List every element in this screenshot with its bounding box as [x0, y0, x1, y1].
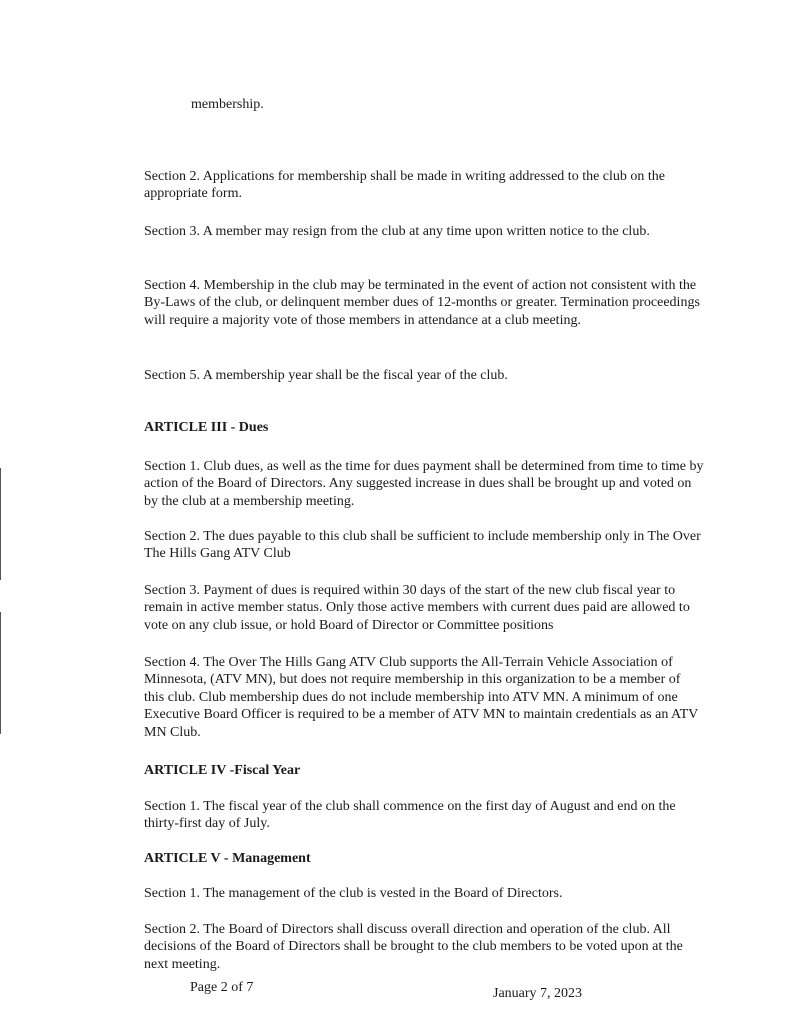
- article-heading: ARTICLE V - Management: [144, 851, 311, 866]
- section-paragraph: Section 2. The dues payable to this club shall be sufficient to include membership only in The Over The Hills Gang ATV Club: [144, 529, 701, 562]
- article-heading: ARTICLE III - Dues: [144, 420, 269, 435]
- section-paragraph: Section 4. Membership in the club may be terminated in the event of action not consistent with the By-Laws of the club, or delinquent member dues of 12-months or greater. Termination proceedings will require a majority vote of those members in attendance at a club meeting.: [144, 278, 700, 328]
- section-paragraph: Section 2. The Board of Directors shall discuss overall direction and operation of the club. All decisions of the Board of Directors shall be brought to the club members to be voted upon at the next meeting.: [144, 922, 683, 972]
- footer-date: January 7, 2023: [493, 986, 583, 1001]
- section-paragraph: Section 3. Payment of dues is required within 30 days of the start of the new club fiscal year to remain in active member status. Only those active members with current dues paid are allowed to vote on any club issue, or hold Board of Director or Committee positions: [144, 583, 690, 633]
- section-paragraph: Section 4. The Over The Hills Gang ATV Club supports the All-Terrain Vehicle Association of Minnesota, (ATV MN), but does not require membership in this organization to be a member of this club. Club membership dues do not include membership into ATV MN. A minimum of one Executive Board Officer is required to be a member of ATV MN to maintain credentials as an ATV MN Club.: [144, 655, 699, 740]
- page-number: Page 2 of 7: [190, 980, 254, 995]
- section-paragraph: Section 2. Applications for membership shall be made in writing addressed to the club on the appropriate form.: [144, 169, 666, 202]
- section-paragraph: Section 3. A member may resign from the club at any time upon written notice to the club.: [144, 224, 650, 239]
- section-paragraph: Section 5. A membership year shall be the fiscal year of the club.: [144, 368, 508, 383]
- section-paragraph: Section 1. Club dues, as well as the time for dues payment shall be determined from time to time by action of the Board of Directors. Any suggested increase in dues shall be brought up and voted on by the club at a membership meeting.: [144, 459, 704, 509]
- section-paragraph: Section 1. The management of the club is vested in the Board of Directors.: [144, 886, 563, 901]
- continued-text: membership.: [191, 97, 264, 112]
- margin-change-bar: [0, 612, 1, 734]
- article-heading: ARTICLE IV -Fiscal Year: [144, 763, 301, 778]
- margin-change-bar: [0, 468, 1, 580]
- section-paragraph: Section 1. The fiscal year of the club shall commence on the first day of August and end on the thirty-first day of July.: [144, 799, 676, 832]
